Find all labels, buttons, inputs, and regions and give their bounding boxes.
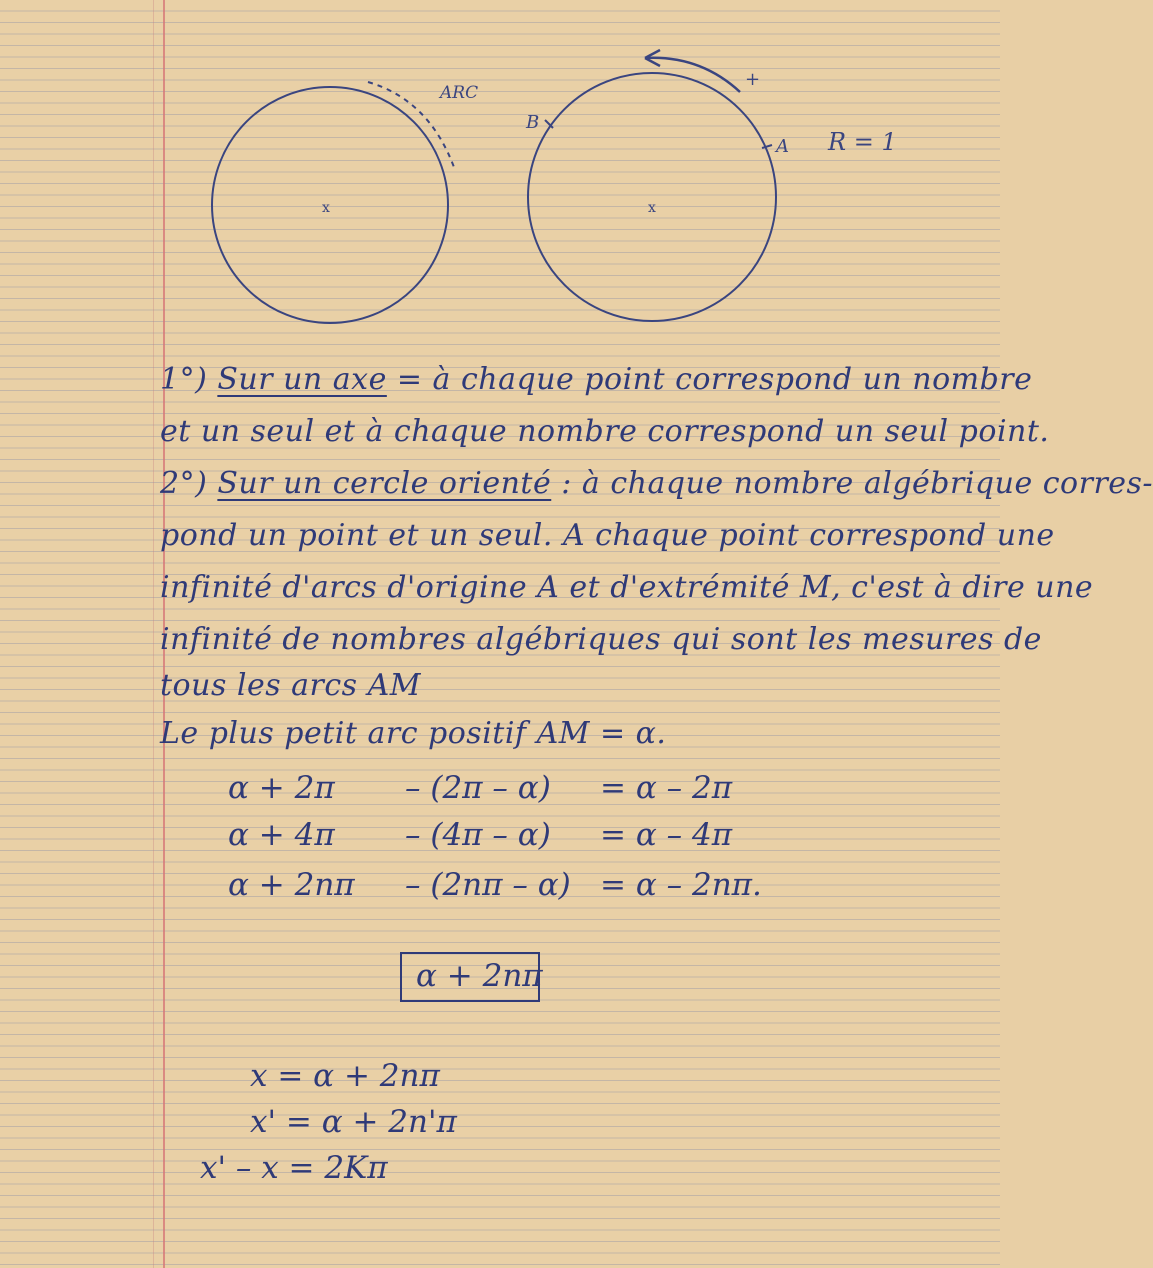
line-1 bbox=[160, 362, 1032, 397]
eq-row-1-left: α + 2π bbox=[228, 770, 335, 806]
eq-difference: x' – x = 2Kπ bbox=[200, 1150, 388, 1186]
eq-x: x = α + 2nπ bbox=[250, 1058, 440, 1094]
eq-row-3-left: α + 2nπ bbox=[228, 867, 355, 903]
item-2-number: 2°) bbox=[160, 466, 208, 501]
left-circle bbox=[212, 87, 448, 323]
line-3 bbox=[160, 466, 1153, 501]
radius-label: R = 1 bbox=[828, 128, 897, 156]
point-a-tick bbox=[762, 145, 772, 148]
eq-row-1-middle: – (2π – α) bbox=[405, 770, 551, 806]
plus-sign: + bbox=[745, 69, 761, 90]
left-center-mark: x bbox=[322, 200, 330, 216]
item-1-number: 1°) bbox=[160, 362, 208, 397]
point-b-label: B bbox=[526, 112, 540, 133]
line-5: infinité d'arcs d'origine A et d'extrémité M, c'est à dire une bbox=[160, 570, 1094, 605]
eq-row-2-middle: – (4π – α) bbox=[405, 817, 551, 853]
item-2-title: Sur un cercle orienté bbox=[217, 466, 552, 501]
line-4: pond un point et un seul. A chaque point correspond une bbox=[160, 518, 1055, 553]
circles-figure bbox=[0, 0, 1000, 340]
point-a-label: A bbox=[776, 136, 789, 157]
right-center-mark: x bbox=[648, 200, 656, 216]
arc-label: ARC bbox=[440, 83, 479, 103]
item-1-title: Sur un axe bbox=[217, 362, 387, 397]
item-2-text: : à chaque nombre algébrique corres- bbox=[551, 466, 1153, 501]
line-7: tous les arcs AM bbox=[160, 668, 421, 703]
eq-row-3-middle: – (2nπ – α) bbox=[405, 867, 571, 903]
line-2: et un seul et à chaque nombre correspond un seul point. bbox=[160, 414, 1050, 449]
line-8: Le plus petit arc positif AM = α. bbox=[160, 716, 667, 751]
line-6: infinité de nombres algébriques qui sont les mesures de bbox=[160, 622, 1042, 657]
boxed-formula: α + 2nπ bbox=[416, 958, 543, 994]
right-circle bbox=[528, 73, 776, 321]
orientation-arrow bbox=[645, 58, 740, 92]
eq-x-prime: x' = α + 2n'π bbox=[250, 1104, 457, 1140]
eq-row-1-right: = α – 2π bbox=[600, 770, 733, 806]
eq-row-2-right: = α – 4π bbox=[600, 817, 733, 853]
eq-row-3-right: = α – 2nπ. bbox=[600, 867, 762, 903]
eq-row-2-left: α + 4π bbox=[228, 817, 335, 853]
item-1-text: = à chaque point correspond un nombre bbox=[386, 362, 1033, 397]
